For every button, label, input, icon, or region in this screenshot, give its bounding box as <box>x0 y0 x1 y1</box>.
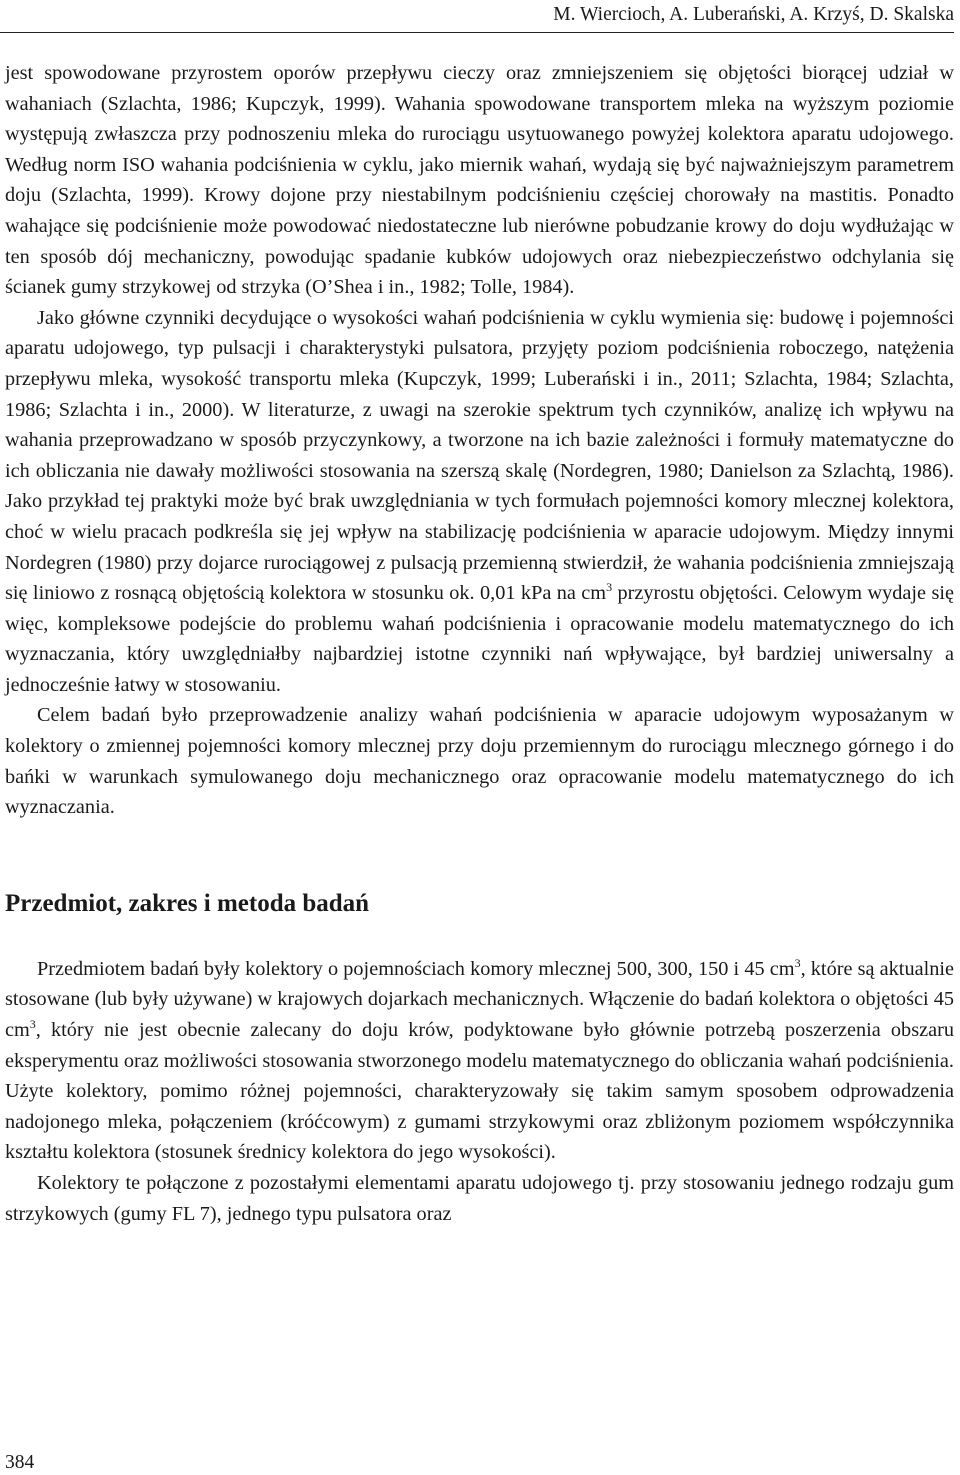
page-content <box>5 58 954 1229</box>
running-head <box>0 2 954 33</box>
paragraph-2-text-b: przyrostu objętości. Celowym wydaje się więc, kompleksowe podejście do problemu wahań podciśnienia i opracowanie modelu matematycznego do ich wyznaczania, który uwzględniałby najbardziej istotne czynniki nań wpływające, był bardziej uniwersalny a jednocześnie łatwy w stosowaniu. <box>5 582 954 696</box>
paragraph-2-superscript: 3 <box>606 580 613 595</box>
paragraph-4-text-c: , który nie jest obecnie zalecany do doju krów, podyktowane było głównie potrzebą poszerzenia obszaru eksperymentu oraz możliwości stosowania stworzonego modelu matematycznego do obliczania wahań podciśnienia. Użyte kolektory, pomimo różnej pojemności, charakteryzowały się takim samym sposobem odprowadzenia nadojonego mleka, połączeniem (króćcowym) z gumami strzykowymi oraz zbliżonym poziomem współczynnika kształtu kolektora (stosunek średnicy kolektora do jego wysokości). <box>5 1019 954 1164</box>
paragraph-5: Kolektory te połączone z pozostałymi elementami aparatu udojowego tj. przy stosowaniu jednego rodzaju gum strzykowych (gumy FL 7), jednego typu pulsatora oraz <box>5 1172 954 1225</box>
paragraph-1: jest spowodowane przyrostem oporów przepływu cieczy oraz zmniejszeniem się objętości biorącej udział w wahaniach (Szlachta, 1986; Kupczyk, 1999). Wahania spowodowane transportem mleka na wyższym poziomie występują zwłaszcza przy podnoszeniu mleka do rurociągu usytuowanego powyżej kolektora aparatu udojowego. Według norm ISO wahania podciśnienia w cyklu, jako miernik wahań, wydają się być najważniejszym parametrem doju (Szlachta, 1999). Krowy dojone przy niestabilnym podciśnieniu częściej chorowały na mastitis. Ponadto wahające się podciśnienie może powodować niedostateczne lub nierówne pobudzanie krowy do doju wydłużając w ten sposób dój mechaniczny, powodując spadanie kubków udojowych oraz niebezpieczeństwo odchylania się ścianek gumy strzykowej od strzyka (O’Shea i in., 1982; Tolle, 1984). <box>5 62 954 299</box>
paragraph-3: Celem badań było przeprowadzenie analizy wahań podciśnienia w aparacie udojowym wyposażanym w kolektory o zmiennej pojemności komory mlecznej przy doju przemiennym do rurociągu mlecznego górnego i do bańki w warunkach symulowanego doju mechanicznego oraz opracowanie modelu matematycznego do ich wyznaczania. <box>5 704 954 819</box>
paragraph-4-text-a: Przedmiotem badań były kolektory o pojemnościach komory mlecznej 500, 300, 150 i 45 cm <box>37 957 795 980</box>
section-heading: Przedmiot, zakres i metoda badań <box>5 889 370 917</box>
paragraph-2-text-a: Jako główne czynniki decydujące o wysokości wahań podciśnienia w cyklu wymienia się: budowę i pojemności aparatu udojowego, typ pulsacji i charakterystyki pulsatora, przyjęty poziom podciśnienia roboczego, natężenia przepływu mleka, wysokość transportu mleka (Kupczyk, 1999; Luberański i in., 2011; Szlachta, 1984; Szlachta, 1986; Szlachta i in., 2000). W literaturze, z uwagi na szerokie spektrum tych czynników, analizę ich wpływu na wahania przeprowadzano w sposób przyczynkowy, a tworzone na ich bazie zależności i formuły matematyczne do ich obliczania nie dawały możliwości stosowania na szerszą skalę (Nordegren, 1980; Danielson za Szlachtą, 1986). Jako przykład tej praktyki może być brak uwzględniania w tych formułach pojemności komory mlecznej kolektora, choć w wielu pracach podkreśla się jej wpływ na stabilizację podciśnienia w aparacie udojowym. Między innymi Nordegren (1980) przy dojarce rurociągowej z pulsacją przemienną stwierdził, że wahania podciśnienia zmniejszają się liniowo z rosnącą objętością kolektora w stosunku ok. 0,01 kPa na cm <box>5 306 954 605</box>
paragraph-2 <box>5 303 954 701</box>
paragraph-4-text-b: , które są aktualnie stosowane (lub były używane) w krajowych dojarkach mechanicznych. Włączenie do badań kolektora o objętości 45 cm <box>5 957 954 1042</box>
page-number: 384 <box>5 1452 35 1473</box>
paragraph-4-superscript-2: 3 <box>29 1017 36 1032</box>
running-head-authors: M. Wiercioch, A. Luberański, A. Krzyś, D. Skalska <box>553 4 954 25</box>
paragraph-4-superscript-1: 3 <box>794 955 801 970</box>
paragraph-4 <box>5 954 954 1168</box>
